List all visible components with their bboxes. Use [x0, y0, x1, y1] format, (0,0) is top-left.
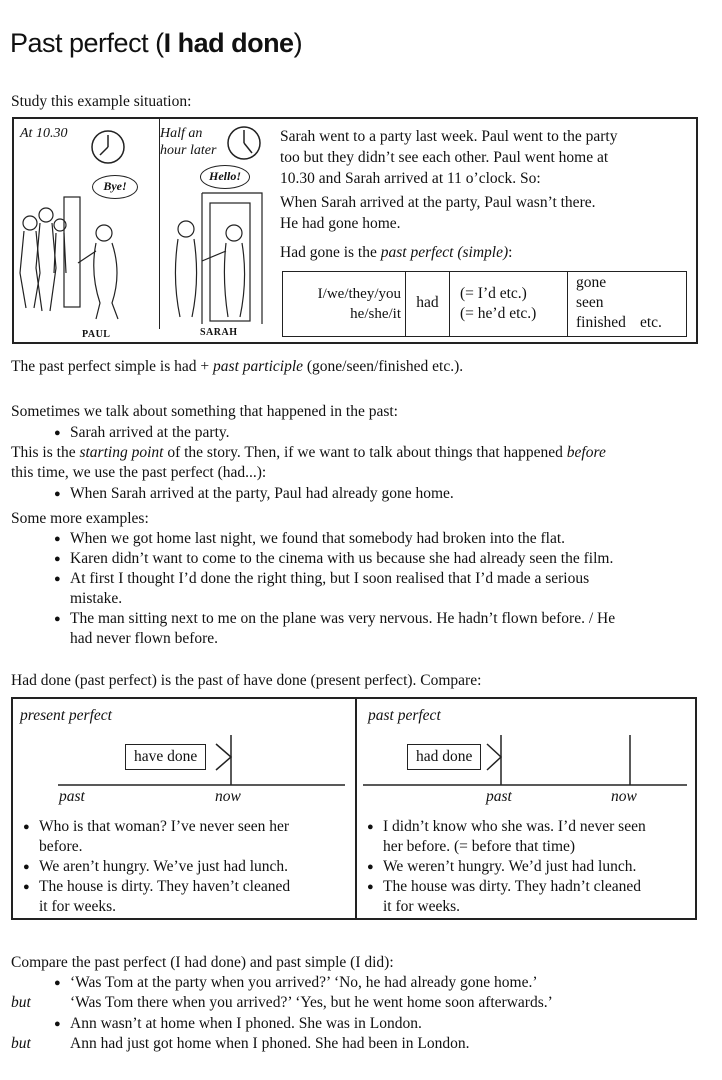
- paul-caption: PAUL: [82, 329, 111, 340]
- sarah-arrives-illustration: [162, 189, 280, 324]
- compare-intro: Had done (past perfect) is the past of have done (present perfect). Compare:: [11, 672, 482, 689]
- final-bullet: ● Ann wasn’t at home when I phoned. She was in London.: [70, 1014, 422, 1034]
- compare-bullet: ● I didn’t know who she was. I’d never seen: [383, 817, 646, 837]
- sarah-caption: SARAH: [200, 327, 238, 338]
- formula-line: The past perfect simple is had + past participle (gone/seen/finished etc.).: [11, 358, 464, 375]
- present-perfect-heading: present perfect: [20, 707, 112, 724]
- clock-icon: [90, 129, 126, 165]
- timeline-past-label: past: [59, 788, 85, 805]
- compare-bullet: ● Who is that woman? I’ve never seen her: [39, 817, 289, 837]
- subjects-cell: I/we/they/you he/she/it: [317, 286, 401, 322]
- definition-line: Had gone is the past perfect (simple):: [280, 244, 513, 261]
- example-bullet: ● The man sitting next to me on the plane was very nervous. He hadn’t flown before. / He: [70, 609, 615, 629]
- compare-bullet: ● We weren’t hungry. We’d just had lunch.: [383, 857, 636, 877]
- but-label: but: [11, 994, 31, 1011]
- compare-bullet: ● The house was dirty. They hadn’t cleaned: [383, 877, 641, 897]
- compare-bullet-cont: it for weeks.: [39, 898, 117, 915]
- more-examples-label: Some more examples:: [11, 510, 149, 527]
- page-title: Past perfect (I had done): [10, 28, 303, 58]
- bullet-item: ● Sarah arrived at the party.: [70, 423, 230, 443]
- past-perfect-heading: past perfect: [368, 707, 441, 724]
- example-text-line: too but they didn’t see each other. Paul went home at: [280, 149, 609, 166]
- past-perfect-form-table: [282, 271, 687, 337]
- but-label: but: [11, 1035, 31, 1052]
- clock-icon-later: [226, 125, 262, 161]
- party-guests-illustration: [16, 193, 156, 323]
- section2-intro: Sometimes we talk about something that happened in the past:: [11, 403, 398, 420]
- example-bullet: ● Karen didn’t want to come to the cinema with us because she had already seen the film.: [70, 549, 613, 569]
- aux-cell: had: [405, 272, 449, 336]
- compare-bullet-cont: her before. (= before that time): [383, 838, 576, 855]
- compare-bullet: ● We aren’t hungry. We’ve just had lunch.: [39, 857, 288, 877]
- final-intro: Compare the past perfect (I had done) and past simple (I did):: [11, 954, 394, 971]
- speech-bubble-hello: Hello!: [200, 165, 250, 189]
- example-bullet: ● When we got home last night, we found that somebody had broken into the flat.: [70, 529, 565, 549]
- timeline-past-label: past: [486, 788, 512, 805]
- contractions-cell: (= I’d etc.) (= he’d etc.): [449, 272, 567, 336]
- have-done-label: have done: [125, 744, 206, 770]
- compare-bullet-cont: before.: [39, 838, 83, 855]
- compare-box: [11, 697, 697, 920]
- example-text-line: When Sarah arrived at the party, Paul wasn’t there.: [280, 194, 596, 211]
- timeline-now-label: now: [611, 788, 637, 805]
- example-text-line: 10.30 and Sarah arrived at 11 o’clock. So:: [280, 170, 541, 187]
- timeline-now-label: now: [215, 788, 241, 805]
- past-perfect-timeline: [357, 699, 697, 809]
- example-bullet-cont: mistake.: [70, 590, 123, 607]
- bullet-item: ● When Sarah arrived at the party, Paul had already gone home.: [70, 484, 454, 504]
- study-intro: Study this example situation:: [11, 93, 192, 110]
- example-bullet: ● At first I thought I’d done the right thing, but I soon realised that I’d made a serious: [70, 569, 589, 589]
- example-text-line: He had gone home.: [280, 215, 401, 232]
- final-but-line: ‘Was Tom there when you arrived?’ ‘Yes, but he went home soon afterwards.’: [70, 994, 553, 1011]
- had-done-label: had done: [407, 744, 481, 770]
- example-text-line: Sarah went to a party last week. Paul went to the party: [280, 128, 618, 145]
- compare-bullet-cont: it for weeks.: [383, 898, 461, 915]
- example-box: [12, 117, 698, 344]
- starting-point-paragraph-2: this time, we use the past perfect (had...):: [11, 464, 267, 481]
- speech-bubble-bye: Bye!: [92, 175, 138, 199]
- starting-point-paragraph: This is the starting point of the story. Then, if we want to talk about things that happened before: [11, 444, 606, 461]
- compare-bullet: ● The house is dirty. They haven’t cleaned: [39, 877, 290, 897]
- final-bullet: ● ‘Was Tom at the party when you arrived?’ ‘No, he had already gone home.’: [70, 973, 538, 993]
- right-panel-time: Half an hour later: [160, 126, 217, 158]
- participles-cell: gone seen finished etc.: [567, 272, 688, 336]
- left-panel-time: At 10.30: [20, 126, 68, 141]
- example-bullet-cont: had never flown before.: [70, 630, 219, 647]
- final-but-line: Ann had just got home when I phoned. She had been in London.: [70, 1035, 470, 1052]
